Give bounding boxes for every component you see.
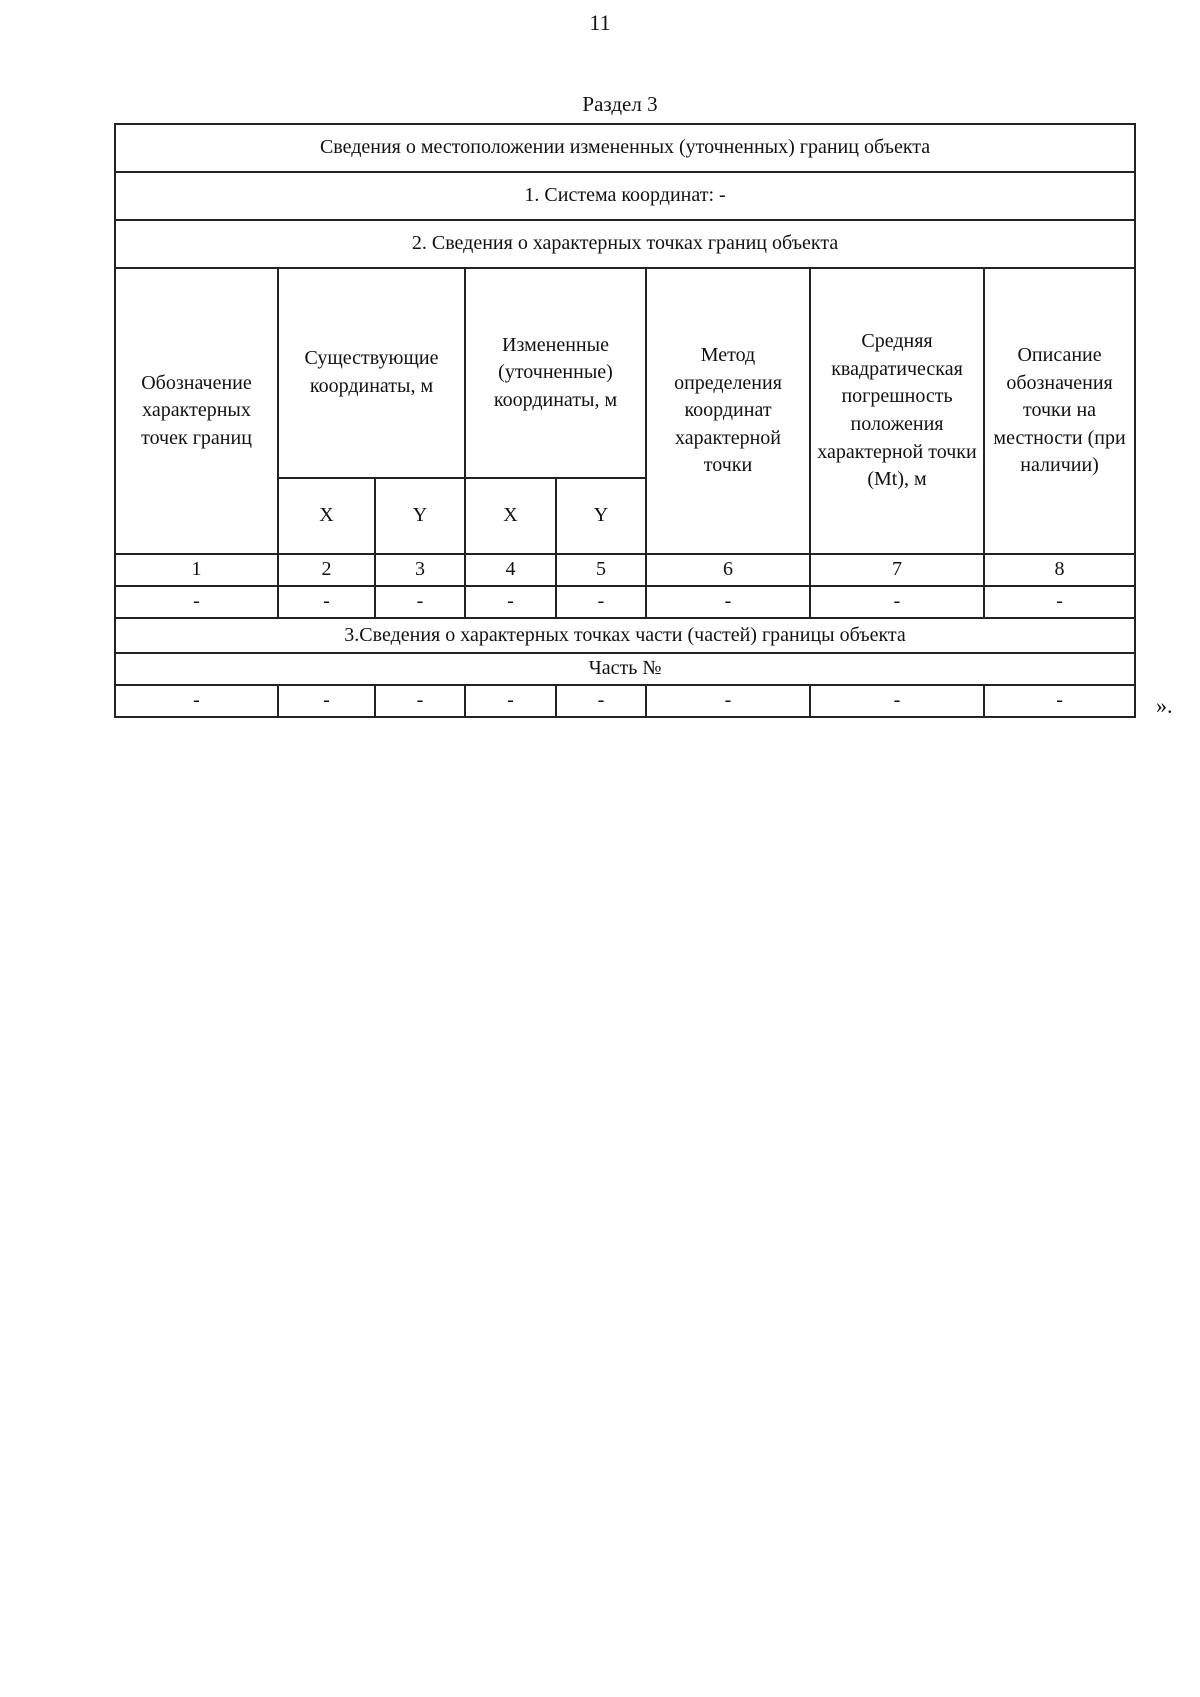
column-number: 8 bbox=[984, 554, 1135, 586]
coord-system-row: 1. Система координат: - bbox=[115, 172, 1135, 220]
header-method: Метод определения координат характерной точки bbox=[646, 268, 810, 554]
table-cell: - bbox=[375, 586, 465, 618]
table-cell: - bbox=[465, 586, 556, 618]
table-row bbox=[115, 685, 1135, 717]
table-cell: - bbox=[984, 685, 1135, 717]
column-number: 5 bbox=[556, 554, 646, 586]
closing-quote-mark: ». bbox=[1156, 693, 1173, 718]
table-cell: - bbox=[646, 586, 810, 618]
table-cell: - bbox=[810, 586, 984, 618]
header-description: Описание обозначения точки на местности (при наличии) bbox=[984, 268, 1135, 554]
header-changed-x: X bbox=[465, 478, 556, 554]
table-cell: - bbox=[556, 685, 646, 717]
column-number: 4 bbox=[465, 554, 556, 586]
header-error: Средняя квадратическая погрешность положения характерной точки (Mt), м bbox=[810, 268, 984, 554]
section-title: Раздел 3 bbox=[582, 92, 658, 116]
table-row bbox=[115, 586, 1135, 618]
table-cell: - bbox=[556, 586, 646, 618]
header-changed-coords: Измененные (уточненные) координаты, м bbox=[465, 268, 646, 478]
column-number: 7 bbox=[810, 554, 984, 586]
header-designation: Обозначение характерных точек границ bbox=[115, 268, 278, 554]
table-cell: - bbox=[810, 685, 984, 717]
column-number: 6 bbox=[646, 554, 810, 586]
column-number-row bbox=[115, 554, 1135, 586]
table-cell: - bbox=[465, 685, 556, 717]
column-number: 3 bbox=[375, 554, 465, 586]
table-cell: - bbox=[115, 685, 278, 717]
table-title: Сведения о местоположении измененных (уточненных) границ объекта bbox=[115, 124, 1135, 172]
table-cell: - bbox=[984, 586, 1135, 618]
table-cell: - bbox=[115, 586, 278, 618]
header-existing-coords: Существующие координаты, м bbox=[278, 268, 465, 478]
table-cell: - bbox=[646, 685, 810, 717]
column-number: 1 bbox=[115, 554, 278, 586]
header-existing-y: Y bbox=[375, 478, 465, 554]
table-cell: - bbox=[278, 685, 375, 717]
points-heading-row: 2. Сведения о характерных точках границ объекта bbox=[115, 220, 1135, 268]
parts-heading-row: 3.Сведения о характерных точках части (частей) границы объекта bbox=[115, 618, 1135, 653]
table-cell: - bbox=[375, 685, 465, 717]
boundary-points-table bbox=[114, 123, 1136, 718]
page-number: 11 bbox=[589, 10, 611, 35]
part-label-row: Часть № bbox=[115, 653, 1135, 685]
table-cell: - bbox=[278, 586, 375, 618]
column-number: 2 bbox=[278, 554, 375, 586]
header-changed-y: Y bbox=[556, 478, 646, 554]
header-existing-x: X bbox=[278, 478, 375, 554]
